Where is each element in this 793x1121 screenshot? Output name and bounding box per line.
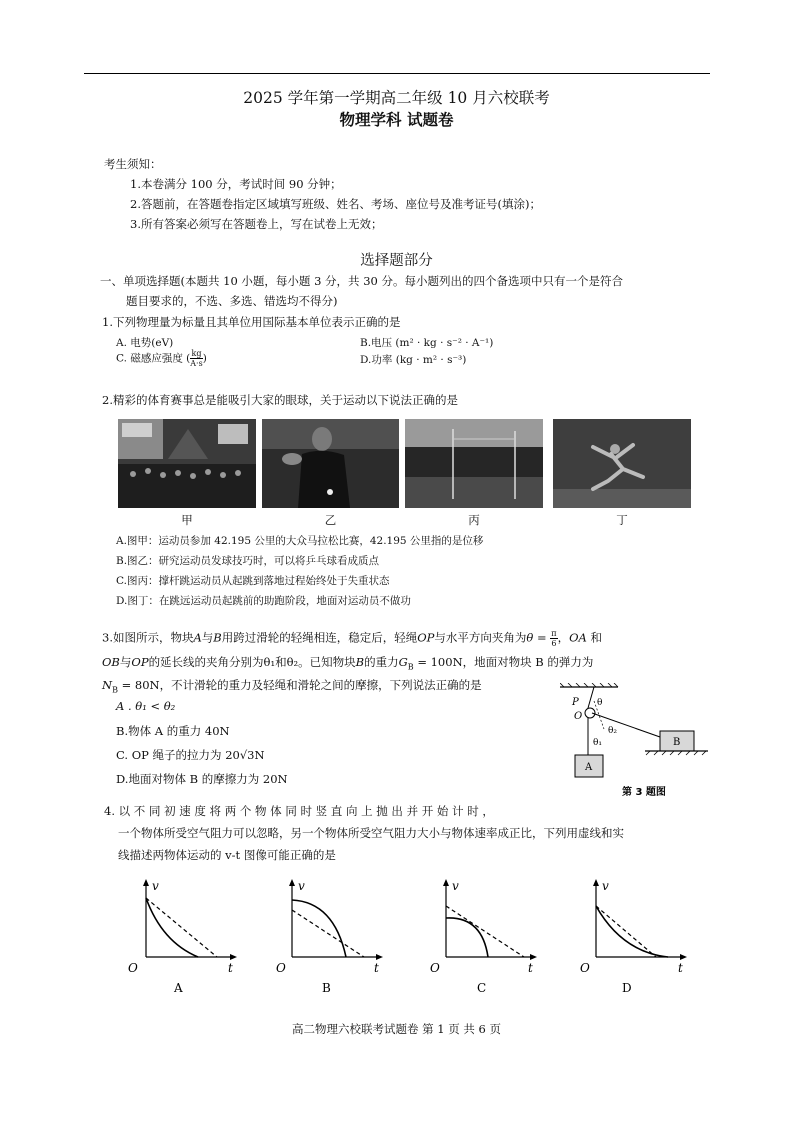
q1-option-a: A. 电势(eV)	[116, 337, 174, 349]
q4-graph-d-v: v	[602, 879, 609, 893]
q3-option-b: B.物体 A 的重力 40N	[116, 724, 230, 738]
q2-option-b: B.图乙：研究运动员发球技巧时，可以将乒乓球看成质点	[116, 555, 380, 567]
q2-caption-jia: 甲	[181, 513, 193, 527]
page-footer: 高二物理六校联考试题卷 第 1 页 共 6 页	[291, 1022, 502, 1036]
q3-gb-val: = 100N	[413, 655, 463, 669]
q1-c-denominator: A·s	[190, 359, 203, 368]
q3-six: 6	[551, 639, 557, 648]
q4-graph-a	[124, 872, 254, 997]
q4-line2: 一个物体所受空气阻力可以忽略，另一个物体所受空气阻力大小与物体速率成正比，下列用虚线和实	[118, 826, 624, 840]
q3-var-ob: OB	[102, 655, 120, 669]
q3-line2-g: ，地面对物块 B 的弹力为	[462, 655, 594, 669]
q3-fig-box-b-label: B	[673, 737, 681, 748]
q3-nb-sub: B	[112, 685, 118, 695]
top-rule	[84, 73, 710, 74]
q2-option-a: A.图甲：运动员参加 42.195 公里的大众马拉松比赛，42.195 公里指的是位移	[116, 535, 484, 547]
q3-nb-val: = 80N	[117, 678, 160, 692]
q4-graph-b-t: t	[374, 961, 379, 975]
q4-graph-d-label: D	[622, 981, 632, 995]
q4-line3: 线描述两物体运动的 v-t 图像可能正确的是	[118, 848, 336, 862]
q3-fig-caption: 第 3 题图	[622, 787, 666, 798]
q2-option-d: D.图丁：在跳远运动员起跳前的助跑阶段，地面对运动员不做功	[116, 595, 411, 607]
q1-stem: 1.下列物理量为标量且其单位用国际基本单位表示正确的是	[102, 315, 401, 329]
q1-option-c-fraction	[190, 349, 202, 368]
q2-caption-ding: 丁	[616, 513, 628, 527]
q3-line2-b: 与	[119, 655, 132, 669]
q1-option-c-suffix: )	[202, 352, 207, 365]
q2-caption-yi: 乙	[324, 513, 337, 527]
q4-graph-b-o: O	[276, 961, 286, 975]
q3-line2-d: 的延长线的夹角分别为θ₁和θ₂。已知物块	[148, 655, 356, 669]
q3-gb: G	[398, 655, 408, 669]
pole-vault-photo	[405, 419, 543, 508]
q1-option-c	[116, 349, 207, 368]
section-intro-line1: 一、单项选择题(本题共 10 小题，每小题 3 分，共 30 分。每小题列出的四个备选项中只有一个是符合	[100, 274, 623, 288]
q4-graph-b-label: B	[322, 981, 331, 995]
q4-graph-d-o: O	[580, 961, 590, 975]
q4-graph-c	[426, 872, 556, 997]
q4-graph-a-v: v	[152, 879, 159, 893]
q3-line1-d: 与水平方向夹角为	[434, 630, 527, 645]
q4-graph-a-t: t	[228, 961, 233, 975]
marathon-photo	[118, 419, 256, 508]
q3-fig-label-theta1: θ₁	[593, 738, 603, 748]
q3-line1-e: ，	[557, 630, 570, 645]
q3-theta-eq: θ =	[526, 630, 551, 645]
notice-heading: 考生须知：	[104, 157, 162, 171]
q4-graph-a-o: O	[128, 961, 138, 975]
q3-var-b2: B	[355, 655, 365, 669]
q1-option-c-prefix: C. 磁感应强度 (	[116, 352, 191, 365]
q3-line2-f: 的重力	[364, 655, 399, 669]
section-title: 选择题部分	[360, 253, 433, 269]
q4-line1: 4. 以 不 同 初 速 度 将 两 个 物 体 同 时 竖 直 向 上 抛 出 并 开 始 计 时 ，	[104, 804, 494, 818]
q4-graph-c-t: t	[528, 961, 533, 975]
q3-option-c-prefix: C. OP 绳子的拉力为	[116, 748, 226, 762]
q3-gb-sub: B	[407, 662, 414, 672]
q4-graph-d-t: t	[678, 961, 683, 975]
q3-fig-label-theta2: θ₂	[608, 726, 618, 736]
q2-option-c: C.图丙：撑杆跳运动员从起跳到落地过程始终处于失重状态	[116, 575, 390, 587]
q3-fig-label-theta: θ	[597, 698, 603, 708]
q3-fig-label-o: O	[574, 711, 583, 722]
long-jump-photo	[553, 419, 691, 508]
q3-var-b: B	[213, 630, 222, 645]
q1-option-d: D.功率 (kg · m² · s⁻³)	[360, 354, 467, 366]
exam-title: 2025 学年第一学期高二年级 10 月六校联考	[243, 89, 550, 107]
q3-var-oa: OA	[569, 630, 587, 645]
notice-item-3: 3.所有答案必须写在答题卷上，写在试卷上无效；	[130, 217, 383, 231]
q4-graph-c-label: C	[477, 981, 487, 995]
q3-option-a: A . θ₁ < θ₂	[116, 699, 176, 713]
q4-graph-b	[272, 872, 402, 997]
q3-figure-svg	[560, 683, 710, 798]
q3-option-c	[116, 747, 265, 763]
q1-c-numerator: kg	[191, 349, 202, 358]
q1-option-b: B.电压 (m² · kg · s⁻² · A⁻¹)	[360, 337, 494, 349]
q4-graph-b-v: v	[298, 879, 305, 893]
q3-theta-fraction	[550, 629, 557, 648]
q2-caption-bing: 丙	[468, 513, 480, 527]
q4-graph-c-v: v	[452, 879, 459, 893]
q3-line1-c: 用跨过滑轮的轻绳相连，稳定后，轻绳	[221, 630, 418, 645]
q3-var-op: OP	[417, 630, 435, 645]
q3-line1-a: 3.如图所示，物块	[102, 630, 194, 645]
q3-line1	[102, 629, 602, 648]
q3-fig-box-a-label: A	[585, 762, 593, 773]
notice-item-1: 1.本卷满分 100 分，考试时间 90 分钟；	[130, 177, 342, 191]
q3-line3	[102, 677, 482, 694]
q3-fig-label-p: P	[572, 697, 579, 708]
notice-item-2: 2.答题前，在答题卷指定区域填写班级、姓名、考场、座位号及准考证号(填涂)；	[130, 197, 541, 211]
q4-graph-d	[576, 872, 706, 997]
q2-stem: 2.精彩的体育赛事总是能吸引大家的眼球，关于运动以下说法正确的是	[102, 393, 458, 407]
q4-graph-c-o: O	[430, 961, 440, 975]
q3-var-a: A	[193, 630, 202, 645]
q3-line2	[102, 654, 593, 671]
q3-figure	[560, 683, 710, 798]
table-tennis-photo	[262, 419, 399, 508]
q3-line1-f: 和	[590, 630, 602, 645]
q3-pi: π	[551, 629, 557, 638]
q3-nb: N	[102, 678, 113, 692]
q4-graph-a-label: A	[174, 981, 183, 995]
section-intro-line2: 题目要求的，不选、多选、错选均不得分)	[126, 294, 338, 308]
q3-var-op2: OP	[131, 655, 149, 669]
q3-line3-text: ，不计滑轮的重力及轻绳和滑轮之间的摩擦，下列说法正确的是	[159, 678, 482, 692]
q3-option-c-value: 20√3N	[225, 748, 265, 762]
q3-option-d: D.地面对物体 B 的摩擦力为 20N	[116, 772, 288, 786]
q3-line1-b: 与	[201, 630, 214, 645]
exam-subtitle: 物理学科 试题卷	[339, 110, 454, 129]
